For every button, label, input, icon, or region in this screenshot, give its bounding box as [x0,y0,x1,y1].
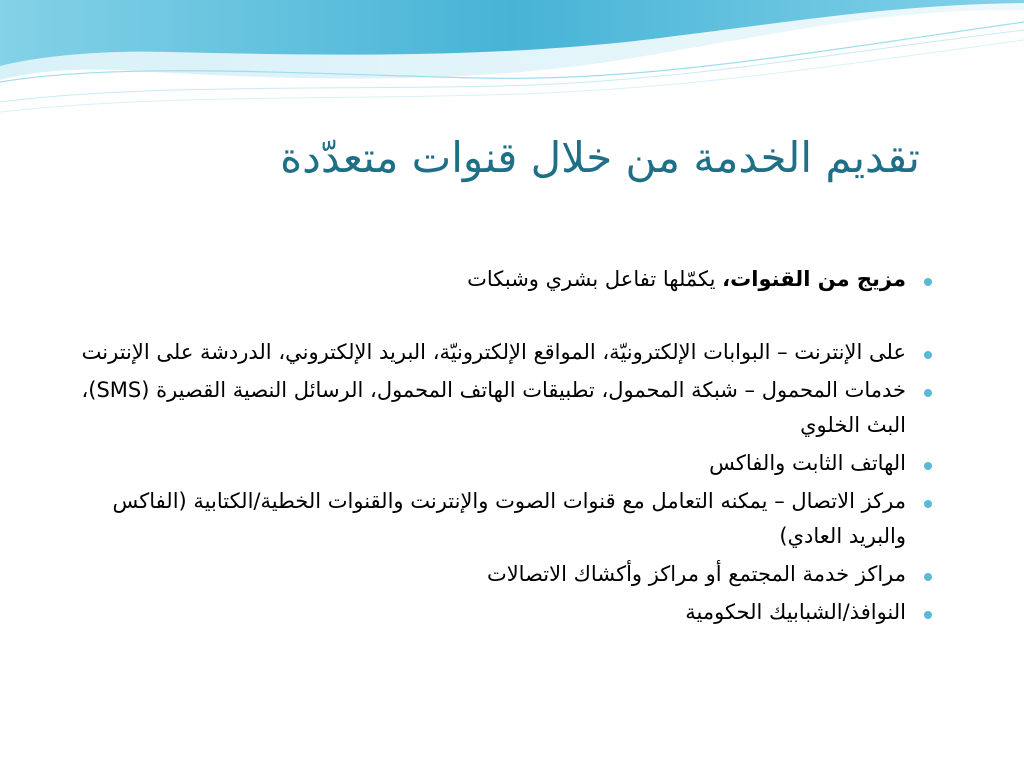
bullet-list [80,262,932,630]
bullet-item-mobile [80,373,932,443]
bullet-dot-icon [924,351,932,359]
bullet-text: الهاتف الثابت والفاكس [709,451,906,475]
bullet-dot-icon [924,573,932,581]
bullet-dot-icon [924,462,932,470]
bullet-item-gov-windows [80,595,932,630]
bullet-dot-icon [924,278,932,286]
slide-title: تقديم الخدمة من خلال قنوات متعدّدة [280,133,920,182]
bullet-text: مراكز خدمة المجتمع أو مراكز وأكشاك الاتصالات [486,562,906,586]
bullet-bold-text: مزيج من القنوات، [722,267,906,291]
bullet-dot-icon [924,500,932,508]
bullet-text: خدمات المحمول – شبكة المحمول، تطبيقات الهاتف المحمول، الرسائل النصية القصيرة (SMS)، البث الخلوي [81,378,906,437]
bullet-text: يكمّلها تفاعل بشري وشبكات [467,267,723,291]
bullet-text: على الإنترنت – البوابات الإلكترونيّة، المواقع الإلكترونيّة، البريد الإلكتروني، الدردشة على الإنترنت [81,340,906,364]
bullet-item-call-center [80,484,932,554]
bullet-text: مركز الاتصال – يمكنه التعامل مع قنوات الصوت والإنترنت والقنوات الخطية/الكتابية (الفاكس والبريد العادي) [112,489,906,548]
bullet-item-community-centers [80,557,932,592]
bullet-item-channel-mix [80,262,932,297]
bullet-text: النوافذ/الشبابيك الحكومية [685,600,906,624]
bullet-item-phone-fax [80,446,932,481]
bullet-dot-icon [924,611,932,619]
bullet-item-online [80,335,932,370]
header-wave-decoration [0,0,1024,130]
bullet-dot-icon [924,389,932,397]
